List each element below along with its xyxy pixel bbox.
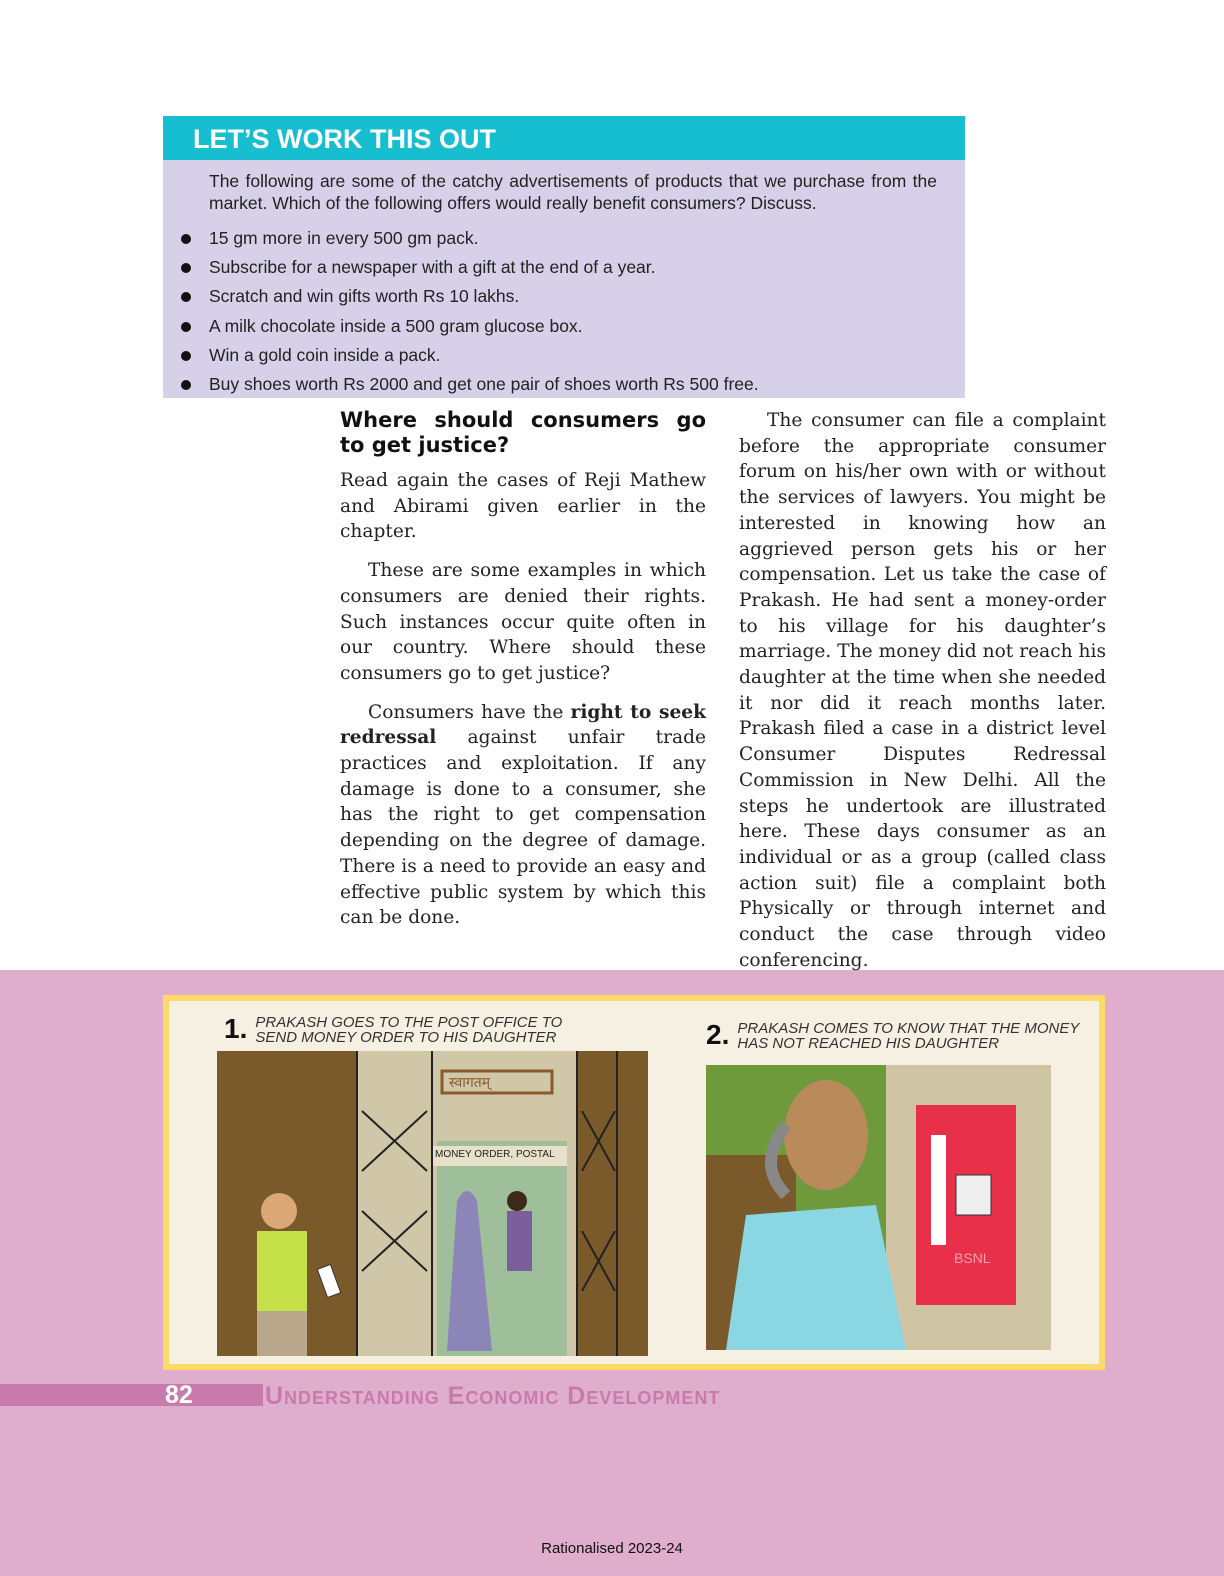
panel-1-illustration bbox=[217, 1051, 648, 1356]
phone-call-illustration bbox=[706, 1065, 1051, 1350]
list-item: Buy shoes worth Rs 2000 and get one pair of shoes worth Rs 500 free. bbox=[163, 370, 965, 399]
list-item: Win a gold coin inside a pack. bbox=[163, 341, 965, 370]
welcome-sign: स्वागतम् bbox=[449, 1074, 491, 1090]
text: Consumers have the bbox=[368, 701, 571, 723]
paragraph: These are some examples in which consumers are denied their rights. Such instances occur quite often in our country. Where should these consumers go to get justice? bbox=[340, 560, 706, 684]
book-title: Understanding Economic Development bbox=[265, 1382, 721, 1410]
panel-2-caption bbox=[706, 1021, 1087, 1051]
list-item: Scratch and win gifts worth Rs 10 lakhs. bbox=[163, 282, 965, 311]
panel-number: 1. bbox=[224, 1013, 248, 1044]
comic-strip bbox=[163, 995, 1105, 1370]
panel-1-caption bbox=[224, 1015, 585, 1045]
activity-list bbox=[163, 224, 965, 399]
panel-2-illustration bbox=[706, 1065, 1051, 1350]
caption-text: PRAKASH COMES TO KNOW THAT THE MONEY HAS NOT REACHED HIS DAUGHTER bbox=[737, 1020, 1080, 1052]
activity-title: LET’S WORK THIS OUT bbox=[163, 116, 965, 160]
caption-text: PRAKASH GOES TO THE POST OFFICE TO SEND MONEY ORDER TO HIS DAUGHTER bbox=[255, 1014, 563, 1046]
post-office-illustration bbox=[217, 1051, 648, 1356]
panel-number: 2. bbox=[706, 1019, 730, 1050]
list-item: 15 gm more in every 500 gm pack. bbox=[163, 224, 965, 253]
paragraph: Read again the cases of Reji Mathew and Abirami given earlier in the chapter. bbox=[340, 470, 706, 543]
text: against unfair trade practices and exploitation. If any damage is done to a consumer, she has the right to get compensation depending on the degree of damage. There is a need to provide an easy and effective public system by which this can be done. bbox=[340, 727, 706, 929]
section-heading: Where should consumers go to get justice? bbox=[340, 408, 706, 457]
activity-intro: The following are some of the catchy advertisements of products that we purchase from the market. Which of the following offers would really benefit consumers? Discuss. bbox=[209, 171, 937, 213]
list-item: Subscribe for a newspaper with a gift at the end of a year. bbox=[163, 253, 965, 282]
counter-sign: MONEY ORDER, POSTAL bbox=[435, 1149, 555, 1160]
phone-brand-label: BSNL bbox=[954, 1250, 991, 1266]
page-number: 82 bbox=[165, 1381, 193, 1409]
list-item: A milk chocolate inside a 500 gram glucose box. bbox=[163, 312, 965, 341]
bold-term: right to seek redressal bbox=[340, 701, 707, 749]
activity-box bbox=[163, 116, 965, 398]
paragraph: The consumer can file a complaint before the appropriate consumer forum on his/her own with or without the services of lawyers. You might be interested in knowing how an aggrieved person gets his or her compensation. Let us take the case of Prakash. He had sent a money-order to his village for his daughter’s marriage. The money did not reach his daughter at the time when she needed it nor did it reach months later. Prakash filed a case in a district level Consumer Disputes Redressal Commission in New Delhi. All the steps he undertook are illustrated here. These days consumer as an individual or as a group (called class action suit) file a complaint both Physically or through internet and conduct the case through video conferencing. bbox=[739, 410, 1106, 971]
rationalised-note: Rationalised 2023-24 bbox=[541, 1540, 683, 1557]
paragraph bbox=[340, 700, 706, 931]
right-column bbox=[739, 408, 1106, 986]
left-column bbox=[340, 408, 706, 944]
footer-bar bbox=[0, 1384, 263, 1406]
